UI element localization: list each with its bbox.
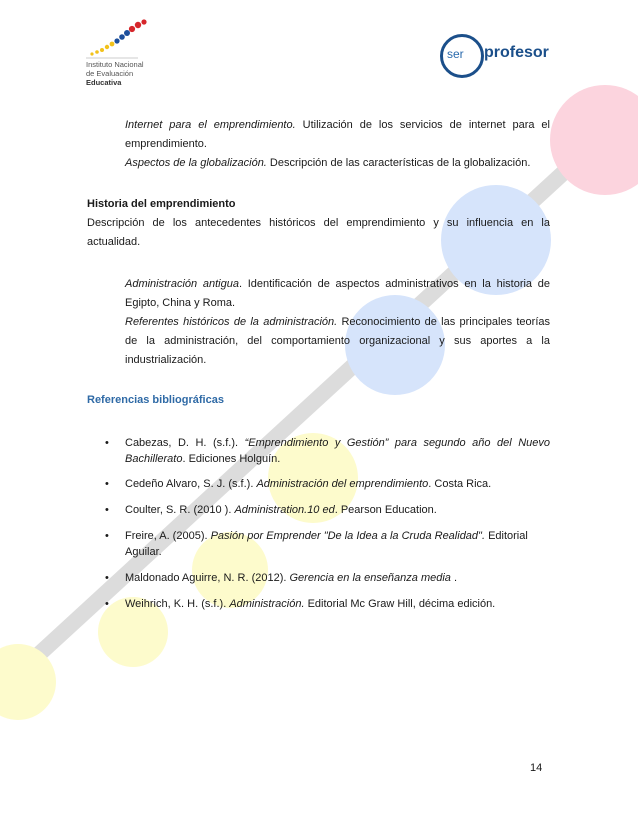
reference-item: • Maldonado Aguirre, N. R. (2012). Gerencia en la enseñanza media . <box>105 572 458 584</box>
bullet-icon: • <box>105 598 109 610</box>
historia-heading: Historia del emprendimiento <box>87 198 236 210</box>
reference-item: • Coulter, S. R. (2010 ). Administration.10 ed. Pearson Education. <box>105 504 437 516</box>
ineval-logo <box>86 16 176 96</box>
item-aspectos-globalizacion: Aspectos de la globalización. Descripción de las características de la globalización. <box>125 157 531 169</box>
profesor-word: profesor <box>484 44 549 61</box>
bullet-icon: • <box>105 504 109 516</box>
item-referentes-historicos: Referentes históricos de la administración. Reconocimiento de las principales teorías de la administración, del comportamiento organizacional y sus aportes a la industrialización. <box>125 316 550 366</box>
bullet-icon: • <box>105 478 109 490</box>
ser-word: ser <box>447 47 464 61</box>
referencias-heading: Referencias bibliográficas <box>87 394 224 406</box>
reference-item: • Cabezas, D. H. (s.f.). “Emprendimiento y Gestión” para segundo año del Nuevo Bachillerato. Ediciones Holguín. <box>105 437 550 465</box>
bullet-icon: • <box>105 530 109 542</box>
bullet-icon: • <box>105 437 109 449</box>
page-number: 14 <box>530 762 543 774</box>
reference-item: • Cedeño Alvaro, S. J. (s.f.). Administración del emprendimiento. Costa Rica. <box>105 478 492 490</box>
ser-profesor-logo <box>440 32 560 84</box>
item-administracion-antigua: Administración antigua. Identificación de aspectos administrativos en la historia de Egipto, China y Roma. <box>125 278 550 309</box>
historia-description: Descripción de los antecedentes históricos del emprendimiento y su influencia en la actualidad. <box>87 217 550 248</box>
reference-item: • Freire, A. (2005). Pasión por Emprender "De la Idea a la Cruda Realidad". Editorial Aguilar. <box>105 530 528 558</box>
ineval-dots-icon <box>86 16 156 60</box>
item-internet-emprendimiento: Internet para el emprendimiento. Utilización de los servicios de internet para el emprendimiento. <box>125 119 550 150</box>
ineval-name: Instituto Nacional de Evaluación Educativa <box>86 60 144 87</box>
reference-item: • Weihrich, K. H. (s.f.). Administración. Editorial Mc Graw Hill, décima edición. <box>105 598 496 610</box>
bullet-icon: • <box>105 572 109 584</box>
